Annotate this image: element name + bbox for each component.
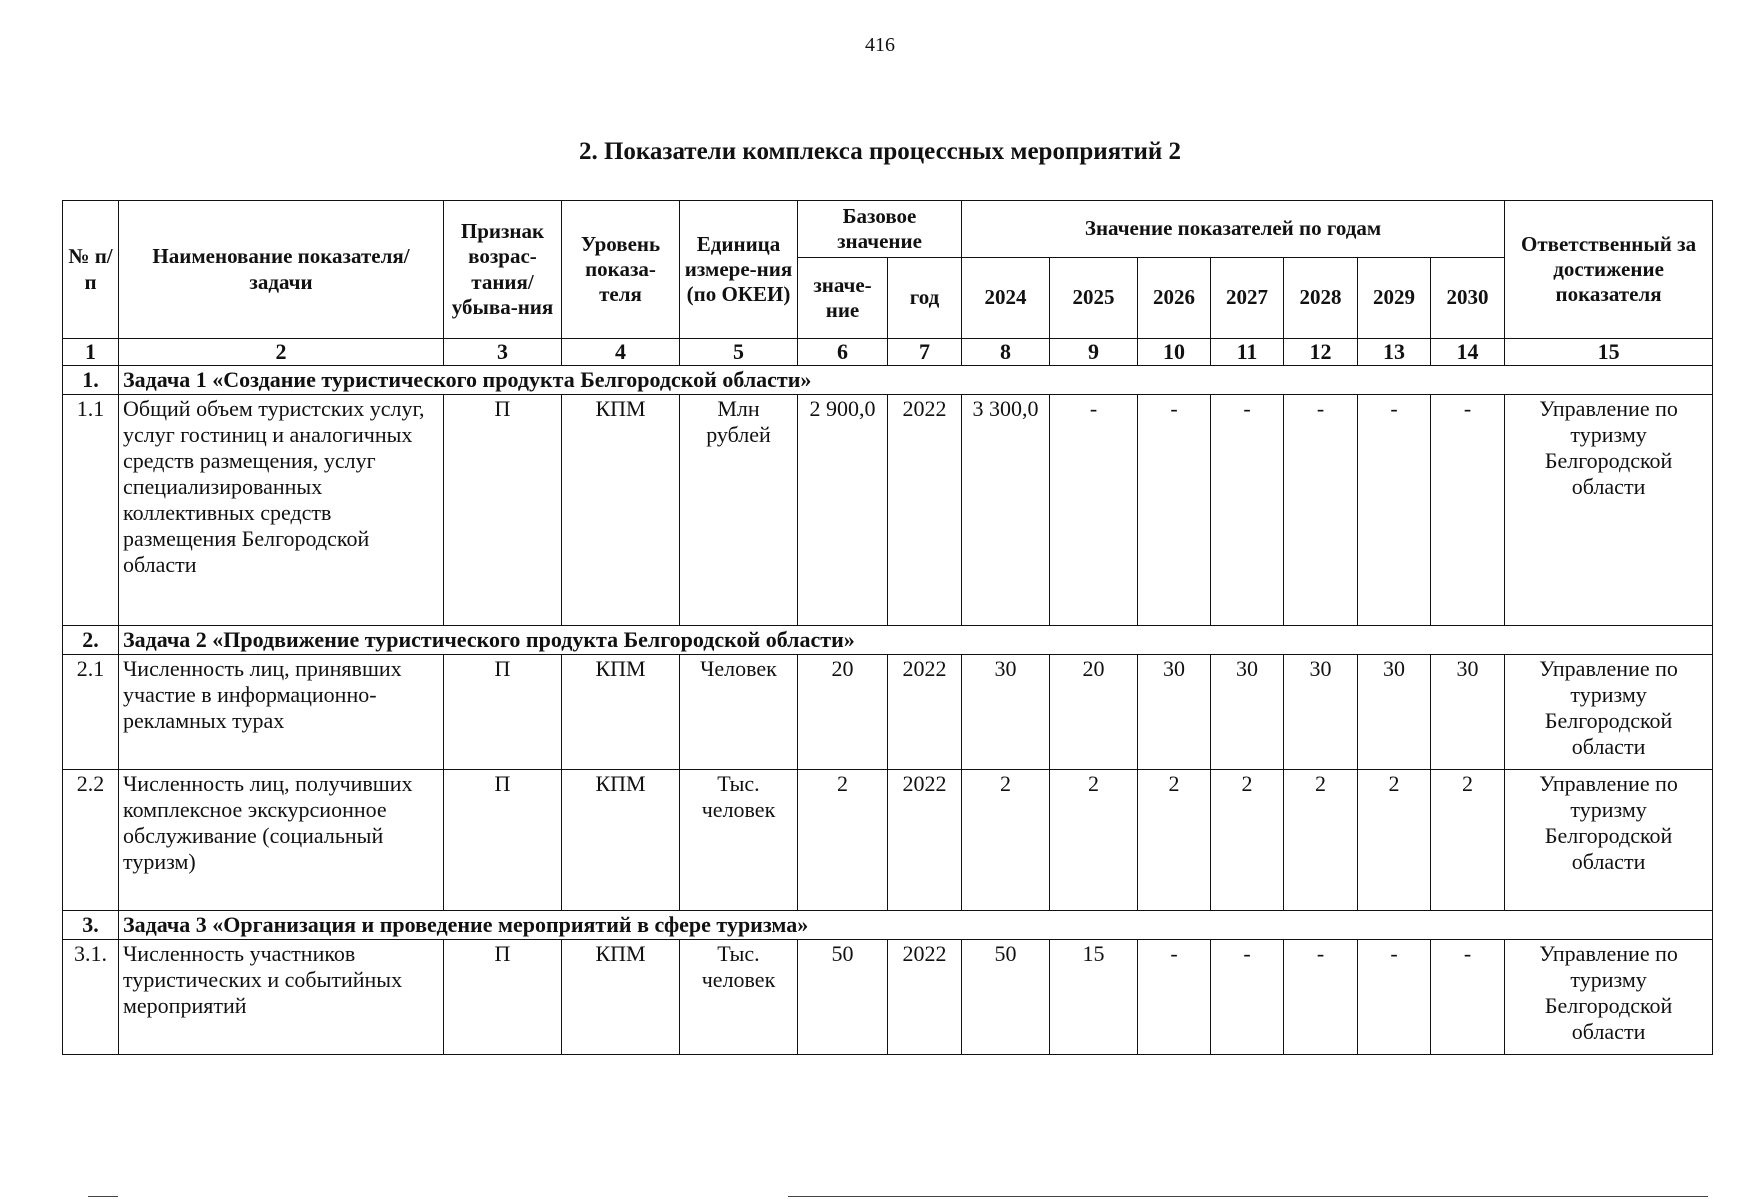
value-2028: - xyxy=(1284,940,1358,1055)
indicator-level: КПМ xyxy=(562,940,680,1055)
indicator-name: Численность участников туристических и событийных мероприятий xyxy=(119,940,444,1055)
indicator-level: КПМ xyxy=(562,395,680,626)
row-number: 2.2 xyxy=(63,770,119,911)
indicator-unit: Тыс. человек xyxy=(680,940,798,1055)
column-number: 12 xyxy=(1284,339,1358,366)
base-value: 50 xyxy=(798,940,888,1055)
value-2028: 2 xyxy=(1284,770,1358,911)
value-2030: - xyxy=(1431,395,1505,626)
task-number: 3. xyxy=(63,911,119,940)
column-number: 11 xyxy=(1211,339,1284,366)
task-row-3 xyxy=(63,911,1713,940)
column-number: 3 xyxy=(444,339,562,366)
header-year-2026: 2026 xyxy=(1138,258,1211,339)
base-value: 2 900,0 xyxy=(798,395,888,626)
column-number: 4 xyxy=(562,339,680,366)
indicator-unit: Тыс. человек xyxy=(680,770,798,911)
base-year: 2022 xyxy=(888,655,962,770)
task-title: Задача 1 «Создание туристического продукта Белгородской области» xyxy=(119,366,1713,395)
base-year: 2022 xyxy=(888,395,962,626)
responsible: Управление по туризму Белгородской области xyxy=(1505,940,1713,1055)
indicator-name: Численность лиц, получивших комплексное экскурсионное обслуживание (социальный туризм) xyxy=(119,770,444,911)
value-2024: 3 300,0 xyxy=(962,395,1050,626)
base-value: 20 xyxy=(798,655,888,770)
task-number: 2. xyxy=(63,626,119,655)
header-unit: Единица измере-ния (по ОКЕИ) xyxy=(680,201,798,339)
header-base-year: год xyxy=(888,258,962,339)
header-responsible: Ответственный за достижение показателя xyxy=(1505,201,1713,339)
value-2025: - xyxy=(1050,395,1138,626)
column-number: 7 xyxy=(888,339,962,366)
header-name: Наименование показателя/задачи xyxy=(119,201,444,339)
table-row xyxy=(63,655,1713,770)
value-2028: 30 xyxy=(1284,655,1358,770)
column-number: 15 xyxy=(1505,339,1713,366)
value-2027: 30 xyxy=(1211,655,1284,770)
column-numbers-row xyxy=(63,339,1713,366)
indicators-table xyxy=(62,200,1713,1055)
header-base: Базовое значение xyxy=(798,201,962,258)
base-year: 2022 xyxy=(888,770,962,911)
table-row xyxy=(63,395,1713,626)
column-number: 1 xyxy=(63,339,119,366)
value-2025: 15 xyxy=(1050,940,1138,1055)
column-number: 10 xyxy=(1138,339,1211,366)
header-years-group: Значение показателей по годам xyxy=(962,201,1505,258)
value-2028: - xyxy=(1284,395,1358,626)
indicator-sign: П xyxy=(444,940,562,1055)
task-title: Задача 2 «Продвижение туристического продукта Белгородской области» xyxy=(119,626,1713,655)
header-year-2025: 2025 xyxy=(1050,258,1138,339)
value-2024: 30 xyxy=(962,655,1050,770)
value-2029: - xyxy=(1358,395,1431,626)
header-row-top xyxy=(63,201,1713,258)
header-year-2028: 2028 xyxy=(1284,258,1358,339)
task-number: 1. xyxy=(63,366,119,395)
value-2029: - xyxy=(1358,940,1431,1055)
responsible: Управление по туризму Белгородской области xyxy=(1505,655,1713,770)
column-number: 13 xyxy=(1358,339,1431,366)
value-2026: - xyxy=(1138,940,1211,1055)
page-title: 2. Показатели комплекса процессных мероприятий 2 xyxy=(578,138,1182,165)
column-number: 9 xyxy=(1050,339,1138,366)
value-2027: - xyxy=(1211,940,1284,1055)
header-year-2030: 2030 xyxy=(1431,258,1505,339)
responsible: Управление по туризму Белгородской области xyxy=(1505,395,1713,626)
column-number: 5 xyxy=(680,339,798,366)
column-number: 6 xyxy=(798,339,888,366)
row-number: 2.1 xyxy=(63,655,119,770)
value-2027: - xyxy=(1211,395,1284,626)
table-row xyxy=(63,940,1713,1055)
value-2025: 20 xyxy=(1050,655,1138,770)
header-sign: Признак возрас-тания/ убыва-ния xyxy=(444,201,562,339)
value-2030: - xyxy=(1431,940,1505,1055)
indicator-sign: П xyxy=(444,770,562,911)
responsible: Управление по туризму Белгородской области xyxy=(1505,770,1713,911)
value-2030: 30 xyxy=(1431,655,1505,770)
indicator-unit: Человек xyxy=(680,655,798,770)
column-number: 2 xyxy=(119,339,444,366)
value-2025: 2 xyxy=(1050,770,1138,911)
base-year: 2022 xyxy=(888,940,962,1055)
base-value: 2 xyxy=(798,770,888,911)
task-row-1 xyxy=(63,366,1713,395)
row-number: 1.1 xyxy=(63,395,119,626)
row-number: 3.1. xyxy=(63,940,119,1055)
indicator-name: Численность лиц, принявших участие в информационно-рекламных турах xyxy=(119,655,444,770)
indicator-level: КПМ xyxy=(562,655,680,770)
value-2026: 30 xyxy=(1138,655,1211,770)
value-2026: - xyxy=(1138,395,1211,626)
task-row-2 xyxy=(63,626,1713,655)
column-number: 8 xyxy=(962,339,1050,366)
table-row xyxy=(63,770,1713,911)
indicator-name: Общий объем туристских услуг, услуг гостиниц и аналогичных средств размещения, услуг специализированных коллективных средств размещения Белгородской области xyxy=(119,395,444,626)
header-year-2029: 2029 xyxy=(1358,258,1431,339)
value-2030: 2 xyxy=(1431,770,1505,911)
value-2024: 2 xyxy=(962,770,1050,911)
value-2026: 2 xyxy=(1138,770,1211,911)
indicator-level: КПМ xyxy=(562,770,680,911)
value-2027: 2 xyxy=(1211,770,1284,911)
page-number: 416 xyxy=(865,34,895,56)
task-title: Задача 3 «Организация и проведение мероприятий в сфере туризма» xyxy=(119,911,1713,940)
footer-rule-right xyxy=(788,1196,1708,1197)
value-2029: 30 xyxy=(1358,655,1431,770)
value-2029: 2 xyxy=(1358,770,1431,911)
indicator-unit: Млн рублей xyxy=(680,395,798,626)
column-number: 14 xyxy=(1431,339,1505,366)
header-num: № п/п xyxy=(63,201,119,339)
footer-rule-left xyxy=(88,1196,118,1197)
header-level: Уровень показа-теля xyxy=(562,201,680,339)
indicator-sign: П xyxy=(444,655,562,770)
header-year-2027: 2027 xyxy=(1211,258,1284,339)
indicator-sign: П xyxy=(444,395,562,626)
header-base-value: значе-ние xyxy=(798,258,888,339)
header-year-2024: 2024 xyxy=(962,258,1050,339)
value-2024: 50 xyxy=(962,940,1050,1055)
